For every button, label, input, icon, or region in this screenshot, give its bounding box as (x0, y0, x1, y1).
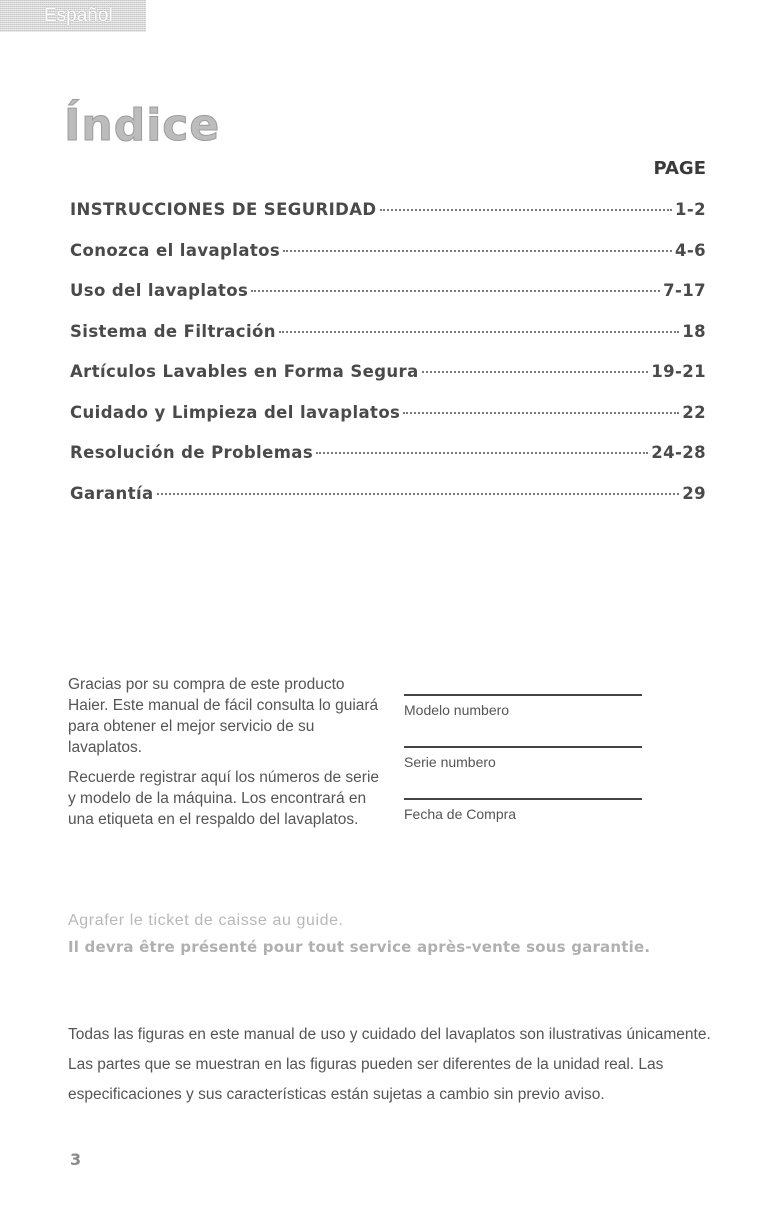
toc-dot-leader (157, 493, 680, 495)
toc-entry-page: 19-21 (651, 362, 706, 381)
toc-entry-safe-items[interactable] (70, 362, 706, 403)
page-column-label: PAGE (653, 158, 706, 179)
toc-entry-warranty[interactable] (70, 484, 706, 525)
table-of-contents (70, 200, 706, 524)
toc-dot-leader (283, 250, 672, 252)
toc-dot-leader (316, 452, 648, 454)
toc-entry-use-dishwasher[interactable] (70, 281, 706, 322)
toc-entry-page: 4-6 (674, 240, 706, 260)
language-tab: Español (0, 0, 146, 32)
toc-dot-leader (279, 331, 679, 333)
figures-disclaimer: Todas las figuras en este manual de uso y cuidado del lavaplatos son ilustrativas únicamente. Las partes que se muestran en las figuras pueden ser diferentes de la unidad real. Las especificaciones y sus características están sujetas a cambio sin previo aviso. (68, 1026, 711, 1103)
toc-entry-filtration[interactable] (70, 322, 706, 363)
toc-entry-label: Resolución de Problemas (70, 443, 314, 462)
field-underline (404, 746, 642, 748)
toc-entry-safety[interactable] (70, 200, 706, 241)
model-number-field[interactable] (404, 694, 644, 746)
toc-dot-leader (251, 290, 660, 292)
toc-entry-care-cleaning[interactable] (70, 403, 706, 444)
serial-number-field[interactable] (404, 746, 644, 798)
page-number: 3 (70, 1150, 82, 1169)
toc-entry-label: Cuidado y Limpieza del lavaplatos (70, 402, 401, 422)
toc-entry-troubleshooting[interactable] (70, 443, 706, 484)
page-title: Índice (64, 100, 221, 151)
field-label: Fecha de Compra (404, 806, 517, 822)
purchase-date-field[interactable] (404, 798, 644, 850)
toc-entry-label: Artículos Lavables en Forma Segura (70, 362, 419, 381)
french-receipt-note: Agrafer le ticket de caisse au guide. (68, 912, 344, 929)
toc-entry-label: INSTRUCCIONES DE SEGURIDAD (70, 200, 377, 219)
registration-fields (404, 694, 644, 850)
toc-dot-leader (380, 209, 672, 211)
french-warranty-warning: Il devra être présenté pour tout service après-vente sous garantie. (68, 938, 651, 956)
toc-entry-page: 1-2 (674, 200, 706, 219)
toc-entry-label: Garantía (70, 483, 154, 503)
toc-entry-page: 18 (682, 321, 706, 341)
toc-entry-page: 7-17 (663, 281, 706, 300)
toc-dot-leader (422, 371, 649, 373)
field-underline (404, 694, 642, 696)
toc-entry-label: Sistema de Filtración (70, 321, 276, 341)
field-label: Serie numbero (404, 754, 496, 770)
field-label: Modelo numbero (404, 702, 510, 718)
toc-entry-know-dishwasher[interactable] (70, 241, 706, 282)
field-underline (404, 798, 642, 800)
thank-you-paragraph: Gracias por su compra de este producto Haier. Este manual de fácil consulta lo guiará para obtener el mejor servicio de su lavaplatos. (68, 676, 379, 756)
toc-entry-page: 22 (682, 402, 706, 422)
thank-you-text (68, 674, 388, 839)
register-paragraph: Recuerde registrar aquí los números de serie y modelo de la máquina. Los encontrará en una etiqueta en el respaldo del lavaplatos. (68, 769, 380, 828)
toc-entry-page: 29 (682, 483, 706, 503)
toc-entry-label: Uso del lavaplatos (70, 281, 249, 300)
toc-dot-leader (403, 412, 679, 414)
toc-entry-label: Conozca el lavaplatos (70, 240, 281, 260)
toc-entry-page: 24-28 (651, 443, 706, 462)
